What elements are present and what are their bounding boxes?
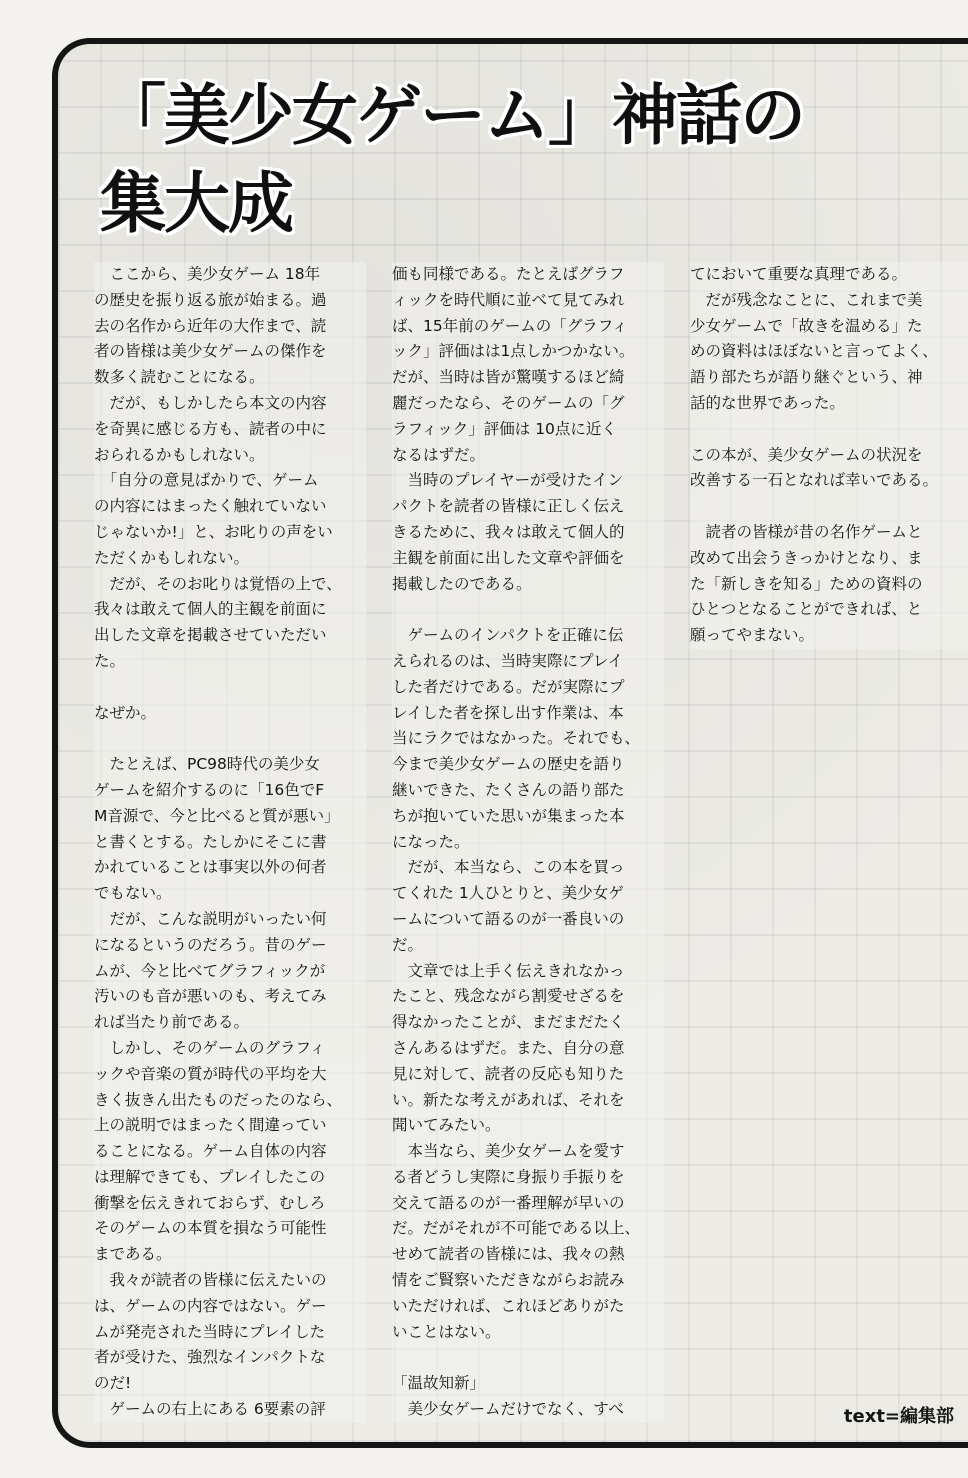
paragraph-spacer xyxy=(94,726,366,752)
paragraph: 当時のプレイヤーが受けたイン パクトを読者の皆様に正しく伝え きるために、我々は敢えて個人的 主観を前面に出した文章や評価を 掲載したのである。 xyxy=(392,471,625,593)
paragraph-spacer xyxy=(94,675,366,701)
author-credit: text=編集部 xyxy=(843,1406,954,1427)
title-line-1: 「美少女ゲーム」神話の xyxy=(100,77,804,154)
paragraph: だが、こんな説明がいったい何 になるというのだろう。昔のゲー ムが、今と比べてグラフィックが 汚いのも音が悪いのも、考えてみ れば当たり前である。 xyxy=(94,909,327,1032)
paragraph: だが、そのお叱りは覚悟の上で、 我々は敢えて個人的主観を前面に 出した文章を掲載させていただい た。 xyxy=(94,574,342,670)
text-column-1 xyxy=(94,262,366,1423)
title-line-2: 集大成 xyxy=(100,165,292,242)
paragraph: だが、もしかしたら本文の内容 を奇異に感じる方も、読者の中に おられるかもしれない。 xyxy=(94,393,327,464)
paragraph: ゲームの右上にある 6要素の評 xyxy=(94,1400,326,1419)
paragraph: なぜか。 xyxy=(94,703,157,722)
paragraph: てにおいて重要な真理である。 xyxy=(690,265,908,283)
paragraph: 価も同様である。たとえばグラフ ィックを時代順に並べて見てみれ ば、15年前のゲームの「グラフィ ック」評価はは1点しかつかない。 だが、当時は皆が驚嘆するほど綺 麗だったなら、そのゲームの「グ ラフィック」評価は 10点に近く なるはずだ。 xyxy=(392,265,635,464)
paragraph: 文章では上手く伝えきれなかっ たこと、残念ながら割愛せざるを 得なかったことが、まだまだたく さんあるはずだ。また、自分の意 見に対して、読者の反応も知りた い。新たな考えがあれば、それを 聞いてみたい。 xyxy=(392,961,625,1135)
paragraph-spacer xyxy=(392,597,664,623)
paragraph-spacer xyxy=(690,417,968,443)
paragraph: 「自分の意見ばかりで、ゲーム の内容にはまったく触れていない じゃないか!」と、お叱りの声をい ただくかもしれない。 xyxy=(94,471,333,567)
paragraph: だが残念なことに、これまで美 少女ゲームで「故きを温める」た めの資料はほぼないと言ってよく、 語り部たちが語り継ぐという、神 話的な世界であった。 xyxy=(690,290,938,412)
paragraph: たとえば、PC98時代の美少女 ゲームを紹介するのに「16色でF M音源で、今と比べると質が悪い」 と書くとする。たしかにそこに書 かれていることは事実以外の何者 でもない。 xyxy=(94,755,340,903)
paragraph-spacer xyxy=(690,494,968,520)
paragraph: だが、本当なら、この本を買っ てくれた 1人ひとりと、美少女ゲ ームについて語るのが一番良いの だ。 xyxy=(392,858,625,954)
paragraph: ゲームのインパクトを正確に伝 えられるのは、当時実際にプレイ した者だけである。だが実際にプ レイした者を探し出す作業は、本 当にラクではなかった。それでも、 今まで美少女ゲームの歴史を語り 継いできた、たくさんの語り部た ちが抱いていた思いが集まった本 になった。 xyxy=(392,626,641,851)
paragraph: ここから、美少女ゲーム 18年 の歴史を振り返る旅が始まる。過 去の名作から近年の大作まで、読 者の皆様は美少女ゲームの傑作を 数多く読むことになる。 xyxy=(94,265,327,387)
article-title xyxy=(100,72,804,248)
paragraph-spacer xyxy=(392,1345,664,1371)
paragraph: しかし、そのゲームのグラフィ ックや音楽の質が時代の平均を大 きく抜きん出たものだったのなら、 上の説明ではまったく間違ってい ることになる。ゲーム自体の内容 は理解できても、プレイしたこの 衝撃を伝えきれておらず、むしろ そのゲームの本質を損なう可能性 まである。 xyxy=(94,1038,343,1264)
paragraph: 我々が読者の皆様に伝えたいの は、ゲームの内容ではない。ゲー ムが発売された当時にプレイした 者が受けた、強烈なインパクトな のだ! xyxy=(94,1271,327,1393)
paragraph: 美少女ゲームだけでなく、すべ xyxy=(392,1400,624,1419)
text-column-3 xyxy=(690,262,968,649)
paragraph: 「温故知新」 xyxy=(392,1374,486,1393)
paragraph: この本が、美少女ゲームの状況を 改善する一石となれば幸いである。 xyxy=(690,445,939,490)
text-column-2 xyxy=(392,262,664,1423)
paragraph: 読者の皆様が昔の名作ゲームと 改めて出会うきっかけとなり、ま た「新しきを知る」ための資料の ひとつとなることができれば、と 願ってやまない。 xyxy=(690,522,923,645)
paragraph: 本当なら、美少女ゲームを愛す る者どうし実際に身振り手振りを 交えて語るのが一番理解が早いの だ。だがそれが不可能である以上、 せめて読者の皆様には、我々の熱 情をご賢察いただきながらお読み いただければ、これほどありがた いことはない。 xyxy=(392,1142,641,1341)
